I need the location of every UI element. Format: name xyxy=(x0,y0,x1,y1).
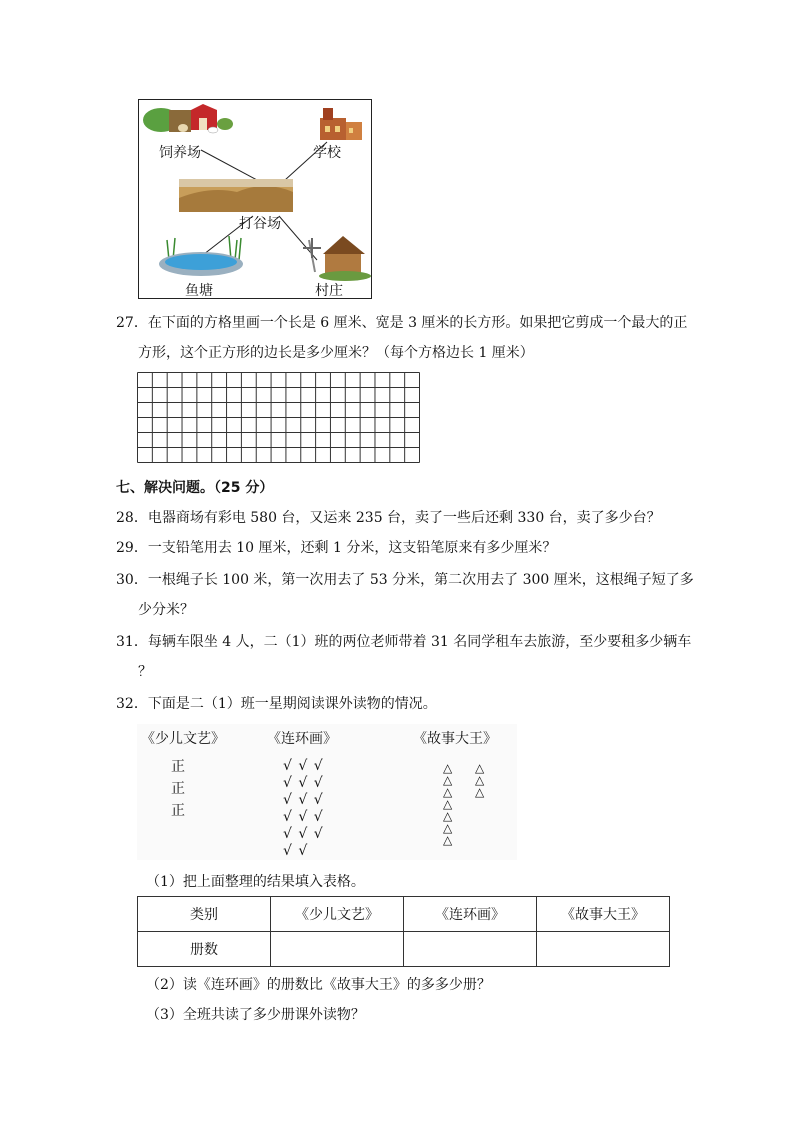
pond-image xyxy=(159,236,243,276)
answer-cell-gushidawang[interactable] xyxy=(537,932,670,967)
tally-title-lianhuanhua: 《连环画》 xyxy=(267,731,337,747)
village-label: 村庄 xyxy=(315,283,343,299)
question-32-sub-1: （1）把上面整理的结果填入表格。 xyxy=(146,874,365,890)
tally-check-row-4: √ √ √ xyxy=(283,809,324,825)
table-row-label: 册数 xyxy=(138,932,271,967)
answer-table xyxy=(137,896,670,967)
tally-check-row-1: √ √ √ xyxy=(283,758,324,774)
section-7-title: 七、解决问题。（25 分） xyxy=(116,480,274,496)
question-28: 28．电器商场有彩电 580 台，又运来 235 台，卖了一些后还剩 330 台，卖了多少台？ xyxy=(116,510,661,526)
tally-triangle-right-1: △ xyxy=(475,761,485,775)
tally-triangle-left-6: △ xyxy=(443,821,453,835)
threshing-field-image xyxy=(179,179,293,212)
village-image xyxy=(303,236,371,281)
question-29: 29．一支铅笔用去 10 厘米，还剩 1 分米，这支铅笔原来有多少厘米？ xyxy=(116,540,557,556)
answer-cell-shaoer[interactable] xyxy=(271,932,404,967)
question-32-sub-2: （2）读《连环画》的册数比《故事大王》的多多少册？ xyxy=(146,977,491,993)
question-32: 32．下面是二（1）班一星期阅读课外读物的情况。 xyxy=(116,696,437,712)
tally-title-gushidawang: 《故事大王》 xyxy=(413,731,497,747)
tally-triangle-right-2: △ xyxy=(475,773,485,787)
question-31-line-2: ？ xyxy=(138,664,152,680)
tally-zheng-3: 正 xyxy=(171,803,185,819)
tally-title-shaoer: 《少儿文艺》 xyxy=(141,731,225,747)
tally-check-row-2: √ √ √ xyxy=(283,775,324,791)
tally-figure xyxy=(137,724,517,860)
tally-check-row-3: √ √ √ xyxy=(283,792,324,808)
table-row xyxy=(138,897,670,932)
question-27-line-1: 27．在下面的方格里画一个长是 6 厘米、宽是 3 厘米的长方形。如果把它剪成一个最大的正 xyxy=(116,315,688,331)
tally-zheng-1: 正 xyxy=(171,759,185,775)
tally-triangle-right-3: △ xyxy=(475,785,485,799)
question-32-sub-3: （3）全班共读了多少册课外读物？ xyxy=(146,1007,365,1023)
pond-label: 鱼塘 xyxy=(185,283,213,299)
tally-triangle-left-7: △ xyxy=(443,833,453,847)
drawing-grid[interactable] xyxy=(137,372,421,464)
question-31-line-1: 31．每辆车限坐 4 人，二（1）班的两位老师带着 31 名同学租车去旅游，至少要租多少辆车 xyxy=(116,634,692,650)
map-diagram xyxy=(138,99,372,299)
tally-triangle-left-1: △ xyxy=(443,761,453,775)
threshing-field-label: 打谷场 xyxy=(239,216,281,232)
question-30-line-1: 30．一根绳子长 100 米，第一次用去了 53 分米，第二次用去了 300 厘米，这根绳子短了多 xyxy=(116,572,694,588)
table-header-cell: 《连环画》 xyxy=(404,897,537,932)
tally-zheng-2: 正 xyxy=(171,781,185,797)
table-header-cell: 类别 xyxy=(138,897,271,932)
tally-triangle-left-2: △ xyxy=(443,773,453,787)
answer-cell-lianhuanhua[interactable] xyxy=(404,932,537,967)
tally-check-row-6: √ √ xyxy=(283,843,309,859)
question-27-line-2: 方形，这个正方形的边长是多少厘米？（每个方格边长 1 厘米） xyxy=(138,345,534,361)
school-image xyxy=(320,108,362,140)
tally-triangle-left-3: △ xyxy=(443,785,453,799)
tally-triangle-left-5: △ xyxy=(443,809,453,823)
farm-image xyxy=(143,104,233,133)
school-label: 学校 xyxy=(313,145,341,161)
farm-label: 饲养场 xyxy=(159,145,201,161)
question-30-line-2: 少分米？ xyxy=(138,602,194,618)
table-row xyxy=(138,932,670,967)
table-header-cell: 《故事大王》 xyxy=(537,897,670,932)
line-farm xyxy=(201,150,257,180)
table-header-cell: 《少儿文艺》 xyxy=(271,897,404,932)
tally-check-row-5: √ √ √ xyxy=(283,826,324,842)
tally-triangle-left-4: △ xyxy=(443,797,453,811)
